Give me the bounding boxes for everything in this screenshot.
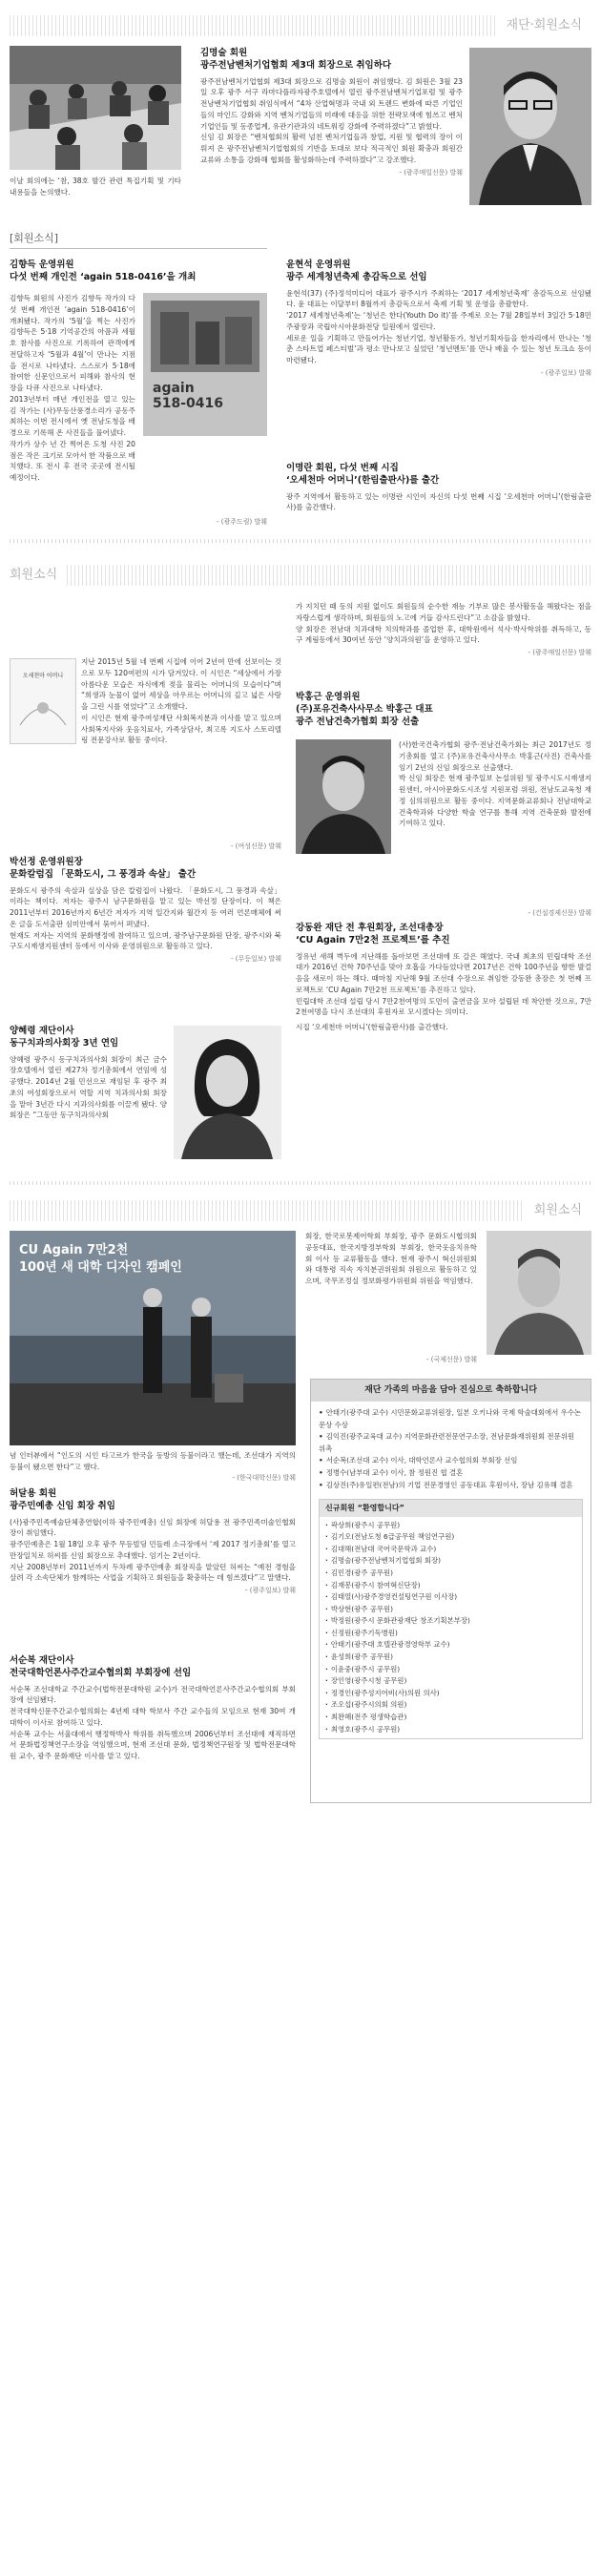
- new-member: · 정경인(광주성지어비(사)의원 의사): [325, 1688, 440, 1697]
- meeting-caption: 이날 회의에는 ‘참, 38호 발간 관련 특집기획 및 기타 내용들을 논의했다.: [10, 177, 181, 197]
- kim-hyeong-source: - (광주드림) 발췌: [216, 518, 267, 526]
- book-cover: [10, 658, 76, 744]
- yoon-body: 윤현석(37) (주)정석미디어 대표가 광주시가 주최하는 ‘2017 세계청년축제’ 총감독으로 선임됐다. 윤 대표는 이달부터 8월까지 총감독으로서 축제 기획 및 운영을 총괄한다. ‘2017 세계청년축제’는 ‘청년은 한다(Youth Do it)’를 주제로 오는 7월 28일부터 3일간 5·18민주광장과 국립아시아문화전당 일원에서 열린다. 세로운 일을 기획하고 만들어가는 청년기업, 청년활동가, 청년기획자들을 한자리에서 만나는 ‘청춘 스타트업 페스티벌’과 평소 만나보고 싶었던 ‘청년멘토’를 만나 배울 수 있는 청년 토크쇼 등이 마련됐다.: [286, 288, 591, 365]
- book-intro: 지난 2015년 5월 네 번째 시집에 이어 2년여 만에 선보이는 것으로 모두 120여편의 시가 담겨있다. 이 시인은 “세상에서 가장 아름다운 모습은 자식에게 젖을 물리는 어머니의 모습이다”며 “희생과 눈물이 없어 세상을 아우르는 어머니의 깊고 넓은 사랑을 그린 시를 엮었다”고 소개했다. 이 시인은 현재 광주여성재단 사회복지분과 이사를 맡고 있으며 사회복지사와 웃음치료사, 가족상담사, 최고록 지도사 스토리텔링 전문강사로 활동 중이다.: [81, 657, 281, 745]
- cu-again-banner-text: CU Again 7만2천 100년 새 대학 디자인 캠페인: [19, 1243, 182, 1276]
- new-members-header: 신규회원 “환영합니다”: [320, 1500, 582, 1517]
- park-bs-body: 문화도시 광주의 속살과 실상을 담은 칼럼집이 나왔다. 「문화도시, 그 풍경과 속살」이라는 책이다. 저자는 광주시 남구문화원을 맡고 있는 박선정 단장이다. 이 책은 2011년부터 2016년까지 6년간 저자가 지역 일간지와 월간지 등 여러 언론매체에 써온 글을 도서출판 심미안에서 묶어서 펴냈다. 현재도 저자는 지역의 문화행정에 참여하고 있으며, 광주남구문화원 단장, 광주시와 북구도시재생지원센터 등에서 이사와 운영위원으로 활동하고 있다.: [10, 885, 281, 951]
- congrats-item: • 정병수(남부대 교수) 이사, 참 정원진 협 결혼: [319, 1467, 464, 1477]
- new-member: · 곽상희(광주시 공무원): [325, 1520, 401, 1529]
- yoon-source: - (광주일보) 발췌: [540, 368, 591, 377]
- yoon-article: [286, 260, 591, 378]
- yang-continued-source: - (광주매일신문) 발췌: [528, 649, 591, 657]
- kim-gwangu-source: - (광주매일신문) 발췌: [399, 168, 463, 177]
- seo-kw-article: [10, 1655, 296, 1762]
- again-poster: [143, 293, 267, 436]
- congrats-item: • 서순복(조선대 교수) 이사, 대학언론사 교수협의회 부회장 선임: [319, 1456, 518, 1465]
- new-member: · 김태열(사)광주경영컨설팅연구원 이사장): [325, 1592, 458, 1602]
- lee-poem-article: [286, 463, 591, 513]
- new-member: · 김재봉(광주시 참여혁신단장): [325, 1580, 421, 1589]
- section3-header: [10, 1200, 591, 1221]
- park-bs-source: - (무등일보) 발췌: [230, 955, 281, 964]
- kang-continued: 념 인터뷰에서 “인도의 시인 타고르가 한국을 동방의 등불이라고 했는데, 조선대가 지역의 등불이 됐으면 한다”고 했다.: [10, 1451, 296, 1471]
- yang-article: [10, 1026, 167, 1121]
- kang-body: 정유년 새해 벽두에 지난해를 돌아보면 조선대에 또 갈은 해였다. 국내 최초의 민립대학 조선대가 2016년 건학 70주년을 맞아 호흡을 가다듬었다면 2017년은 건학 100주년을 향한 발걸음을 새로이 하는 해다. 때마침 지난해 9월 조선대 수장으로 취임한 강동완 총장은 첫 번째 프로젝트로 ‘CU Again 7만2천 프로젝트’를 추진하고 있다. 민립대학 조선대 설립 당시 7만2천여명의 도민이 출연금을 모아 설립된 데 착안한 것으로, 7만2천여명을 다시 조선대의 후원자로 모시겠다는 의미다.: [296, 951, 591, 1017]
- yoon-title: 윤현석 운영위원 광주 세계청년축제 총감독으로 선임: [286, 260, 427, 282]
- divider: [10, 248, 267, 249]
- new-member: · 최완혜(전주 평생학습관): [325, 1712, 407, 1721]
- new-members-list: [320, 1517, 582, 1738]
- kim-hyeong-article: [10, 260, 267, 284]
- yang-body: 양혜령 광주시 동구치과의사회 회장이 최근 금수장호텔에서 열린 제27차 정기총회에서 연임에 성공했다. 2014년 2월 민선으로 재임된 후 광주 최초의 여성회장으로서 역할 지역 치과의사회 회장을 맡아 3년간 다시 지과의사회를 이끌게 됐다. 양 회장은 “그동안 동구치과의사회: [10, 1054, 167, 1120]
- congrats-item: • 김상진(주)유일편(전남)의 기업 전문경영인 공동대표 후원이사, 장남 김유해 결혼: [319, 1480, 573, 1489]
- congrats-box-header: 재단 가족의 마음을 담아 진심으로 축하합니다: [311, 1380, 591, 1402]
- section2-header-title: 회원소식: [10, 565, 67, 586]
- heo-article: [10, 1488, 296, 1595]
- new-member: · 박정원(광주시 문화관광재단 창조기획본부장): [325, 1616, 470, 1626]
- again-poster-text: again 518-0416: [153, 381, 223, 412]
- book-source: - (여성신문) 발췌: [230, 842, 281, 850]
- new-member: · 윤성희(광주 공무원): [325, 1652, 394, 1662]
- park-bs-article: [10, 857, 281, 964]
- section3-header-title: 회원소식: [525, 1200, 591, 1221]
- section1-header-title: 재단·회원소식: [497, 15, 591, 36]
- congrats-box: [310, 1379, 591, 1803]
- park-jh-title-block: [296, 692, 591, 728]
- kang-continued-source: - (한국대학신문) 발췌: [232, 1474, 296, 1482]
- kim-gwangu-title: 김명술 회원 광주전남벤처기업협회 제3대 회장으로 취임하다: [200, 48, 392, 71]
- section2-header: [10, 565, 591, 586]
- seo-career-source: - (국제신문) 발췌: [425, 1356, 477, 1363]
- new-member: · 김민경(광주 공무원): [325, 1568, 394, 1577]
- heo-source: - (광주일보) 발췌: [244, 1587, 296, 1595]
- new-members-box: [319, 1499, 583, 1739]
- congrats-item: • 안태기(광주대 교수) 시민문화교류위원장, 일본 오키나와 국제 학술대회에서 우수논문상 수상: [319, 1408, 582, 1429]
- kim-hyeong-body: 김향득 회원의 사진가 김향득 작가의 다섯 번째 개인전 ‘again 518-0416’이 개최됐다. 작가의 ‘5월’을 찍는 사진가 김향득은 5·18 기억공간의 아픔과 세월호 참사를 사진으로 기록하여 관객에게 전달하고자 ‘5월과 4월’이 만나는 지점을 전시로 나타냈다. 스스로가 5·18에 참여한 신문인으로서 피해와 참사의 현장을 다큐 사진으로 나타냈다. 2013년부터 매년 개인전을 열고 있는 김 작가는 (사)무등산풍경소리가 공동주최하는 이번 전시에서 옛 전남도청을 배경으로 기록해 온 사진들을 풀어냈다. 작가가 상수 년 간 찍어온 도청 사진 20점은 작은 크기로 모아서 한 작품으로 배치했다. 또 전시 후 전국 곳곳에 전시될 예정이다.: [10, 294, 135, 483]
- seo-portrait: [487, 1231, 591, 1355]
- congrats-list: [311, 1402, 591, 1495]
- yang-continued-body: 가 지치던 때 동의 지원 없이도 회원들의 순수한 재능 기부로 많은 봉사활동을 해왔다는 점을 자랑스럽게 생각하며, 회원들의 노고에 거듭 감사드린다”고 소감을 밝혔다. 양 회장은 전남대 치과대학 치의학과를 졸업한 후, 대학원에서 석사·박사학위를 취득하고, 동구 계림동에서 30여년 동안 ‘양치과의원’을 운영하고 있다.: [296, 602, 591, 645]
- congrats-item: • 김익진(광주교육대 교수) 지역문화관련전문연구소장, 전남문화재위원회 전문위원 위촉: [319, 1432, 574, 1453]
- new-member: · 김대해(전남대 국어국문학과 교수): [325, 1544, 437, 1553]
- lee-poem-title: 이명란 회원, 다섯 번째 시집 ‘오세천마 어머니’(한림출판사)를 출간: [286, 463, 440, 486]
- yang-portrait: [174, 1026, 281, 1159]
- kang-article: [296, 923, 591, 1033]
- kim-gwangu-body: 광주전남벤처기업협회 제3대 회장으로 김명술 회원이 취임했다. 김 회원은 3월 23일 오후 광주 서구 라마다플라자광주호텔에서 열린 광주전남벤처기업포럼 및 광주전남벤처기업협회 취임식에서 “4차 산업혁명과 국내 외 트렌드 변화에 따른 기업인들의 마인드 강화와 지역 벤처기업들의 미래에 대응을 위한 전략모색에 힘쓰고 벤처기업인들 및 동종업계, 유관기관과의 네트워킹 강화에 주력하겠다”고 밝혔다. 신임 김 회장은 “벤처협회의 활력 넘친 벤처기업들과 창업, 지원 및 협력의 장이 이뤄져 온 광주전남벤처기업협회의 기반을 토대로 보다 적극적인 회원 확충과 회원간 교류와 소통을 강화해 협회를 활성화하는데 주력하겠다”고 강조했다.: [200, 76, 463, 164]
- park-jh-body: (사)한국건축가협회 광주·전남건축가회는 최근 2017년도 정기총회를 열고 (주)포유건축사사무소 박홍근(사진) 건축사를 임기 2년의 신임 회장으로 선출했다. 박 신임 회장은 현재 광주일보 논설위원 및 광주시도시재생지원센터, 아시아문화도시조성 지원포럼 위원, 전남도교육청 재정 심의위원으로 활동 중이다. 지역문화교류회나 전남대학교 건축학과와 다양한 학술 연구를 통해 지역 건축문화 발전에 기여하고 있다.: [399, 740, 591, 828]
- new-member: · 신정원(광주기독병원): [325, 1628, 398, 1637]
- cu-again-photo: [10, 1231, 296, 1445]
- meeting-photo: [10, 46, 181, 170]
- new-member: · 안태기(광주대 호텔관광경영학부 교수): [325, 1640, 450, 1650]
- new-member: · 조오섭(광주시의회 의원): [325, 1700, 407, 1710]
- seo-kw-body: 서순복 조선대학교 주간교수(법학전문대학원 교수)가 전국대학언론사주간교수협의회 부회장에 선임됐다. 전국대학신문주간교수협의회는 4년제 대학 학보사 주간 교수들의 모임으로 현재 30여 개 대학이 이사로 참여하고 있다. 서순복 교수는 서울대에서 행정학박사 학위를 취득했으며 2006년부터 조선대에 재직하면서 문화법정책연구소장을 역임했으며, 현재 조선대 문화, 법정책연구원장 및 법학전문대학원 교수, 광주 문화재단 이사를 맡고 있다.: [10, 1684, 296, 1761]
- announce-tag: [회원소식]: [10, 232, 59, 244]
- new-member: · 장인영(광주시청 공무원): [325, 1676, 407, 1686]
- section2-bottom-stripe: [10, 1181, 591, 1185]
- new-member: · 김명술(광주전남벤처기업협회 회장): [325, 1556, 442, 1566]
- lee-poem-body: 광주 지역에서 활동하고 있는 이명란 시인이 자신의 다섯 번째 시집 ‘오세천마 어머니’(한림출판사)를 출간했다.: [286, 491, 591, 512]
- seo-kw-title: 서순복 재단이사 전국대학언론사주간교수협의회 부회장에 선임: [10, 1655, 192, 1678]
- kang-tail: 시집 ‘오세천마 어머니’(한림출판사)를 출간했다.: [296, 1023, 448, 1032]
- new-member: · 이윤중(광주시 공무원): [325, 1664, 401, 1673]
- new-member: · 최영호(광주시 공무원): [325, 1724, 401, 1734]
- new-member: · 박상현(광주 공무원): [325, 1604, 394, 1613]
- kim-gwangu-portrait: [469, 48, 591, 205]
- heo-title: 허달용 회원 광주민예총 신임 회장 취임: [10, 1488, 115, 1511]
- yang-continued: [296, 601, 591, 657]
- section1-bottom-stripe: [10, 539, 591, 543]
- yang-title: 양혜령 재단이사 동구치과의사회장 3년 연임: [10, 1026, 119, 1049]
- park-jh-source: - (건설경제신문) 발췌: [528, 909, 591, 917]
- kim-hyeong-title: 김향득 운영위원 다섯 번째 개인전 ‘again 518-0416’을 개최: [10, 260, 197, 282]
- park-jh-title: 박홍근 운영위원 (주)포유건축사사무소 박홍근 대표 광주 전남건축가협회 회장 선출: [296, 692, 433, 727]
- seo-career-body: 회장, 한국로봇제어학회 부회장, 광주 문화도시협의회 공동대표, 한국지방정부학회 부회장, 한국웃음치유학회 이사 등 교류활동을 했다. 현재 광주시 혁신위원회와 대통령 직속 자치분권위원회 위원으로 활동하고 있으며, 국무조정실 정보화평가위원회 위원을 역임했다.: [305, 1232, 477, 1286]
- book-cover-title: 오세천마 어머니: [22, 673, 64, 679]
- kim-gwangu-article: [200, 48, 463, 177]
- park-jh-portrait: [296, 739, 391, 854]
- kang-title: 강동완 재단 전 후원회장, 조선대총장 ‘CU Again 7만2천 프로젝트’를 추진: [296, 923, 450, 945]
- section1-header: [10, 15, 591, 36]
- heo-body: (사)광주민족예술단체총연합(이하 광주민예총) 신임 회장에 허달용 전 광주민족미술인협회장이 취임했다. 광주민예총은 1월 18일 오후 광주 무등빌딩 민들레 소극장에서 ‘제 2017 정기총회’를 열고 만장일치로 허씨를 신임 회장으로 추대했다. 임기는 2년이다. 지난 2008년부터 2011년까지 두차례 광주민예총 회장직을 맡았던 허씨는 “예전 경험을 살려 각 소속단체가 함께하는 사업을 기획하고 회원들을 확충하는 데 힘쓰겠다”고 말했다.: [10, 1517, 296, 1583]
- new-member: · 김기오(전남도청 6급공무원 책임연구원): [325, 1532, 455, 1542]
- park-bs-title: 박선정 운영위원장 문화칼럼집 「문화도시, 그 풍경과 속살」 출간: [10, 857, 197, 880]
